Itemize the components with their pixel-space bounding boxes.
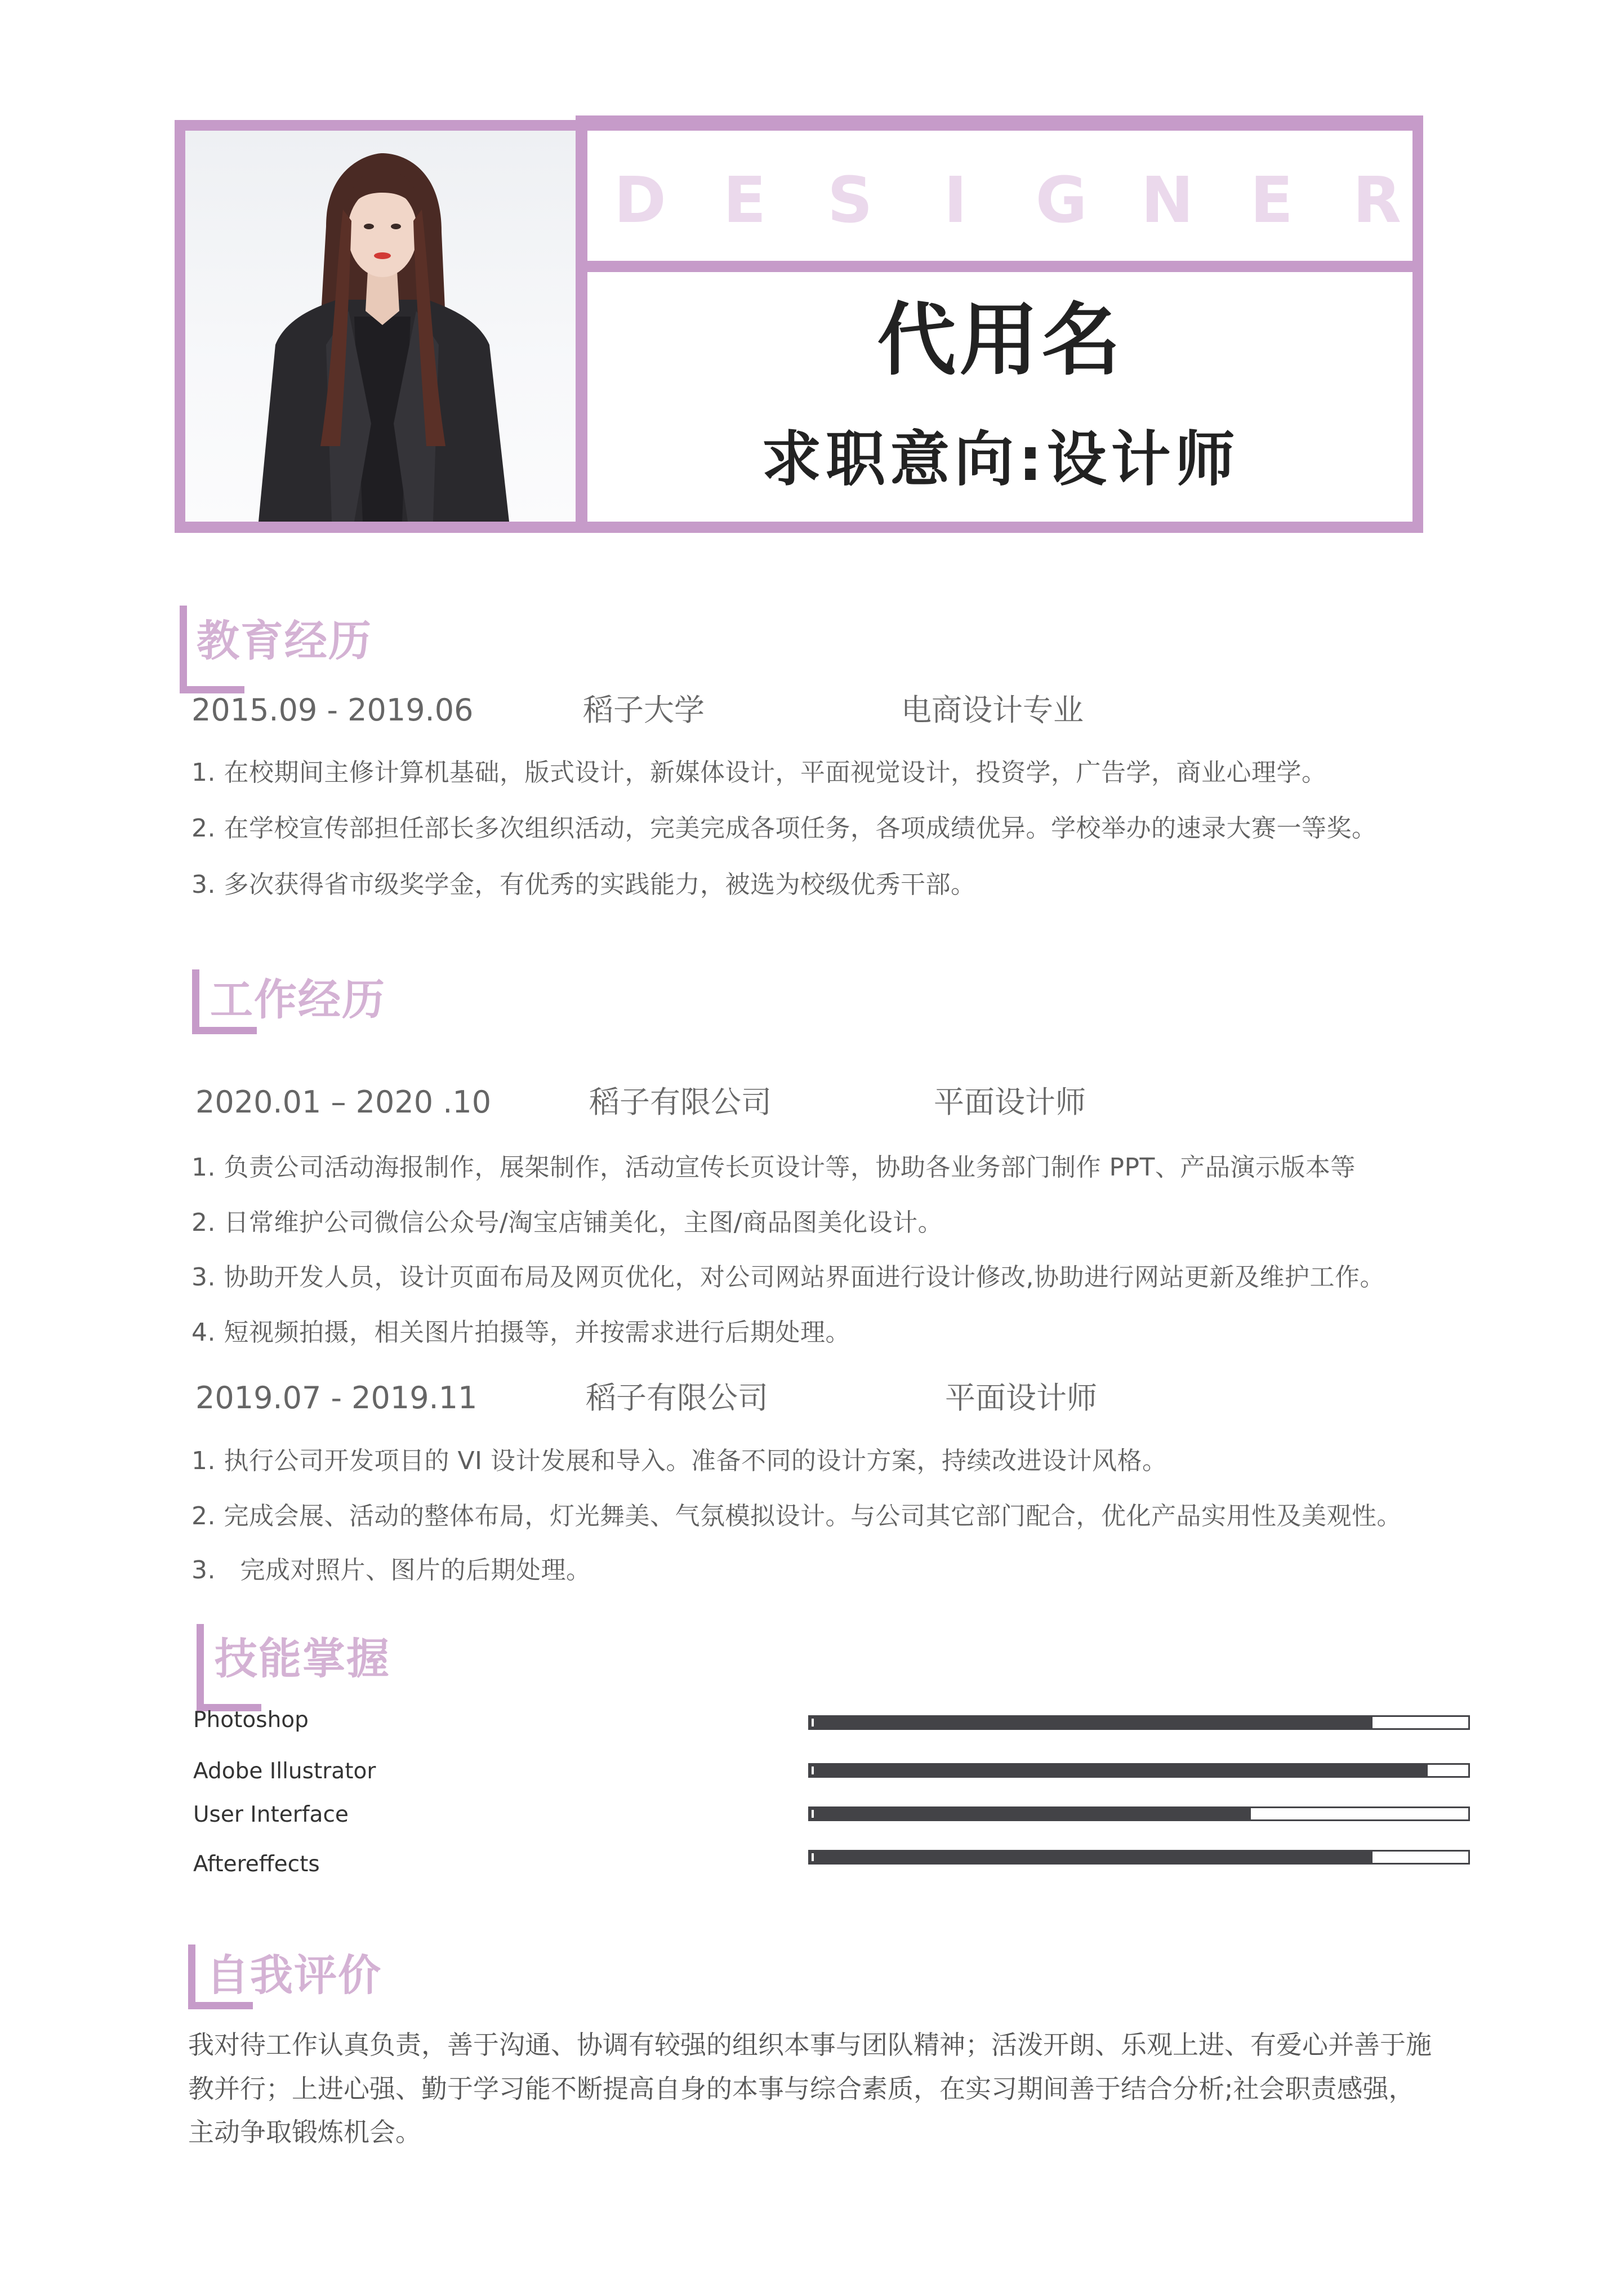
skill-label: Photoshop	[193, 1707, 309, 1733]
job-item: 3. 完成对照片、图片的后期处理。	[191, 1556, 591, 1585]
skill-bar-notch	[812, 1719, 814, 1727]
frame-vertical-divider	[576, 115, 587, 533]
job-item: 1. 执行公司开发项目的 VI 设计发展和导入。准备不同的设计方案，持续改进设计风格。	[191, 1447, 1168, 1475]
skill-progress-fill	[810, 1765, 1428, 1776]
job-intention: 求职意向:设计师	[761, 425, 1240, 494]
section-title-self-evaluation: 自我评价	[206, 1950, 382, 2000]
profile-photo	[185, 131, 576, 522]
designer-letter: E	[1250, 164, 1294, 237]
skill-label: Adobe Illustrator	[193, 1759, 376, 1784]
education-school: 稻子大学	[583, 692, 705, 728]
skill-bar-notch	[812, 1853, 814, 1861]
candidate-name: 代用名	[877, 295, 1124, 386]
education-item: 1. 在校期间主修计算机基础，版式设计，新媒体设计，平面视觉设计，投资学，广告学，商业心理学。	[191, 758, 1327, 787]
designer-letter: G	[1035, 164, 1088, 237]
job-period: 2019.07 - 2019.11	[195, 1380, 478, 1416]
designer-letter: D	[614, 164, 666, 237]
portrait-illustration-icon	[185, 131, 576, 522]
education-period: 2015.09 - 2019.06	[191, 692, 474, 728]
designer-letter: N	[1140, 164, 1194, 237]
education-item: 2. 在学校宣传部担任部长多次组织活动，完美完成各项任务，各项成绩优异。学校举办的速录大赛一等奖。	[191, 814, 1377, 843]
skill-bar-notch	[812, 1767, 814, 1774]
skill-progress-bar	[808, 1715, 1470, 1730]
job-item: 2. 日常维护公司微信公众号/淘宝店铺美化，主图/商品图美化设计。	[191, 1208, 943, 1237]
job-item: 4. 短视频拍摄，相关图片拍摄等，并按需求进行后期处理。	[191, 1318, 850, 1347]
skill-bar-notch	[812, 1810, 814, 1818]
job-position: 平面设计师	[945, 1380, 1097, 1416]
section-title-education: 教育经历	[197, 616, 372, 666]
frame-left-border	[175, 120, 185, 533]
job-company: 稻子有限公司	[589, 1084, 772, 1120]
skill-progress-fill	[810, 1717, 1373, 1728]
skill-progress-fill	[810, 1852, 1373, 1863]
self-evaluation-line: 教并行；上进心强、勤于学习能不断提高自身的本事与综合素质，在实习期间善于结合分析;社会职责感强，	[188, 2073, 1415, 2104]
self-evaluation-line: 我对待工作认真负责，善于沟通、协调有较强的组织本事与团队精神；活泼开朗、乐观上进、有爱心并善于施	[188, 2030, 1432, 2060]
skill-progress-bar	[808, 1806, 1470, 1821]
skill-progress-bar	[808, 1850, 1470, 1865]
section-title-work: 工作经历	[210, 975, 386, 1025]
skill-label: User Interface	[193, 1802, 349, 1827]
frame-bottom-border	[175, 522, 1423, 533]
designer-letter: I	[943, 164, 968, 237]
section-title-skills: 技能掌握	[215, 1634, 390, 1684]
job-position: 平面设计师	[934, 1084, 1086, 1120]
education-item: 3. 多次获得省市级奖学金，有优秀的实践能力，被选为校级优秀干部。	[191, 870, 976, 899]
designer-letter: S	[827, 164, 873, 237]
job-item: 1. 负责公司活动海报制作，展架制作，活动宣传长页设计等，协助各业务部门制作 PPT、产品演示版本等	[191, 1153, 1356, 1182]
job-item: 2. 完成会展、活动的整体布局，灯光舞美、气氛模拟设计。与公司其它部门配合，优化产品实用性及美观性。	[191, 1502, 1402, 1530]
job-item: 3. 协助开发人员，设计页面布局及网页优化，对公司网站界面进行设计修改,协助进行网站更新及维护工作。	[191, 1263, 1385, 1292]
job-company: 稻子有限公司	[586, 1380, 768, 1416]
designer-banner	[614, 164, 1402, 237]
self-evaluation-line: 主动争取锻炼机会。	[188, 2117, 421, 2147]
skill-progress-bar	[808, 1763, 1470, 1778]
skill-label: Aftereffects	[193, 1852, 320, 1877]
frame-right-border	[1412, 115, 1423, 533]
designer-letter: R	[1352, 164, 1402, 237]
frame-top-border-right	[576, 115, 1423, 128]
skill-progress-fill	[810, 1808, 1251, 1819]
job-period: 2020.01 – 2020 .10	[195, 1084, 492, 1120]
designer-letter: E	[723, 164, 767, 237]
education-major: 电商设计专业	[901, 692, 1084, 728]
frame-horizontal-divider	[587, 261, 1412, 272]
